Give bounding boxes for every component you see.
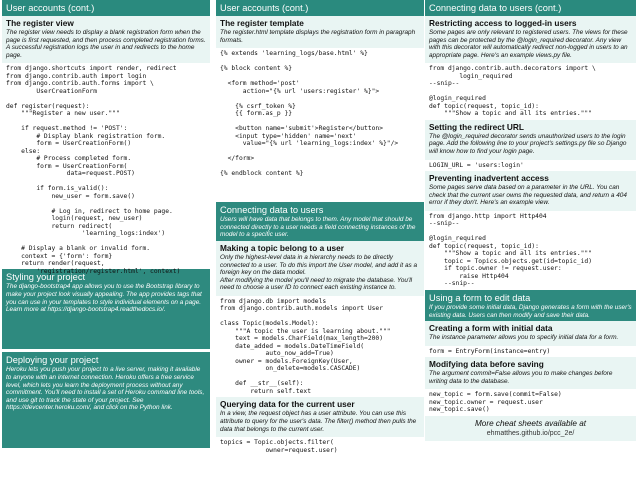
restricting-title: Restricting access to logged-in users xyxy=(429,18,577,28)
restricting-desc: Some pages are only relevant to registered users. The views for these pages can be protected by the @login_required decorator. Any view with this decorator will automatically redirect non-logged in users to an appropriate page. Here's an example views.py file. xyxy=(429,29,628,59)
column-3 xyxy=(425,0,636,493)
column-1 xyxy=(2,0,210,493)
modifying-title: Modifying data before saving xyxy=(429,359,544,370)
setting-url-title: Setting the redirect URL xyxy=(429,121,524,132)
setting-url-section xyxy=(425,120,636,160)
column-3-header: Connecting data to users (cont.) xyxy=(425,0,636,16)
making-topic-desc: Only the highest-level data in a hierarchy needs to be directly connected to a user. To do this import the User model, and add it as a foreign key on the data model. After modifying the model you'll need to migrate the database. You'll need to choose a user ID to connect each existing instance to. xyxy=(220,253,418,292)
preventing-desc: Some pages serve data based on a parameter in the URL. You can check that the current user owns the requested data, and return a 404 error if they don't. Here's an example view. xyxy=(429,184,627,207)
register-view-title: The register view xyxy=(6,18,74,28)
register-template-desc: The register.html template displays the registration form in paragraph formats. xyxy=(220,29,416,44)
initial-desc: The instance parameter allows you to specify initial data for a form. xyxy=(429,334,619,342)
styling-title: Styling your project xyxy=(6,272,86,283)
register-template-title: The register template xyxy=(220,18,304,28)
connecting-section xyxy=(216,202,424,241)
initial-code: form = EntryForm(instance=entry) xyxy=(425,346,636,358)
form-edit-title: Using a form to edit data xyxy=(429,292,531,303)
deploying-title: Deploying your project xyxy=(6,355,99,366)
styling-section xyxy=(2,269,210,349)
footer-text: More cheat sheets available at xyxy=(474,418,587,428)
initial-section xyxy=(425,321,636,346)
modifying-desc: The argument commit=False allows you to make changes before writing data to the database. xyxy=(429,370,613,385)
setting-url-code: LOGIN_URL = 'users:login' xyxy=(425,160,636,172)
form-edit-desc: If you provide some initial data, Django generates a form with the user's existing data. Users can then modify and save their data. xyxy=(429,303,632,319)
register-view-code: from django.shortcuts import render, redirect from django.contrib.auth import login from django.contrib.auth.forms import \ UserCreationForm def register(request): """Register a new user.""" if request.method != 'POST': # Display blank registration form. form = UserCreationForm() else: # Process completed form. form = UserCreationForm( data=request.POST) if form.is_valid(): new_user = form.save() # Log in, redirect to home page. login(request, new_user) return redirect( 'learning_logs:index') # Display a blank or invalid form. context = {'form': form} return render(request, 'registration/register.html', context) xyxy=(2,63,210,266)
deploying-desc: Heroku lets you push your project to a live server, making it available to anyone with an internet connection. Heroku offers a free service level, which lets you learn the deployment process without any commitment. You'll need to install a set of Heroku command line tools, and use git to track the state of your project. See https://devcenter.heroku.com/, and click on the Python link. xyxy=(6,366,205,412)
preventing-code: from django.http import Http404 --snip-- @login_required def topic(request, topic_id): """Show a topic and all its entries.""" topic = Topics.objects.get(id=topic_id) if topic.owner != request.user: raise Http404 --snip-- xyxy=(425,211,636,290)
footer-link[interactable]: ehmatthes.github.io/pcc_2e/ xyxy=(486,429,575,437)
preventing-section xyxy=(425,171,636,211)
making-topic-title: Making a topic belong to a user xyxy=(220,242,345,253)
connecting-title: Connecting data to users xyxy=(220,205,324,216)
making-topic-section xyxy=(216,241,424,296)
register-view-desc: The register view needs to display a blank registration form when the page is first requested, and then process completed registration forms. A successful registration logs the user in and redirects to the home page. xyxy=(6,29,206,59)
modifying-code: new_topic = form.save(commit=False) new_topic.owner = request.user new_topic.save() xyxy=(425,389,636,416)
querying-section xyxy=(216,397,424,437)
modifying-section xyxy=(425,357,636,389)
restricting-code: from django.contrib.auth.decorators import \ login_required --snip-- @login_required def topic(request, topic_id): """Show a topic and all its entries.""" xyxy=(425,63,636,120)
deploying-section xyxy=(2,352,210,448)
footer xyxy=(425,416,636,441)
making-topic-code: from django.db import models from django.contrib.auth.models import User class Topic(models.Model): """A topic the user is learning about.""" text = models.CharField(max_length=200) date_added = models.DateTimeField( auto_now_add=True) owner = models.ForeignKey(User, on_delete=models.CASCADE) def __str__(self): return self.text xyxy=(216,296,424,398)
querying-desc: In a view, the request object has a user attribute. You can use this attribute to query for the user's data. The filter() method then pulls the data that belongs to the current user. xyxy=(220,410,417,433)
querying-title: Querying data for the current user xyxy=(220,399,355,410)
column-2-header: User accounts (cont.) xyxy=(216,0,424,16)
connecting-desc: Users will have data that belongs to them. Any model that should be connected directly to a user needs a field connecting instances of the model to a specific user. xyxy=(220,216,416,239)
column-2 xyxy=(216,0,424,493)
setting-url-desc: The @login_required decorator sends unauthorized users to the login page. Add the following line to your project's settings.py file so Django will know how to find your login page. xyxy=(429,132,627,156)
register-template-code: {% extends 'learning_logs/base.html' %} {% block content %} <form method='post' action="{% url 'users:register' %}"> {% csrf_token %} {{ form.as_p }} <button name='submit'>Register</button> <input type='hidden' name='next' value="{% url 'learning_logs:index' %}"/> </form> {% endblock content %} xyxy=(216,48,424,202)
querying-code: topics = Topic.objects.filter( owner=request.user) xyxy=(216,437,424,456)
column-1-header: User accounts (cont.) xyxy=(2,0,210,16)
initial-title: Creating a form with initial data xyxy=(429,323,553,334)
styling-desc: The django-bootstrap4 app allows you to use the Bootstrap library to make your project look visually appealing. The app provides tags that you can use in your templates to style individual elements on a page. Learn more at https://django-bootstrap4.readthedocs.io/. xyxy=(6,283,202,314)
register-view-section xyxy=(2,16,210,63)
form-edit-section xyxy=(425,290,636,321)
preventing-title: Preventing inadvertent access xyxy=(429,173,549,184)
register-template-section xyxy=(216,16,424,48)
restricting-section xyxy=(425,16,636,63)
